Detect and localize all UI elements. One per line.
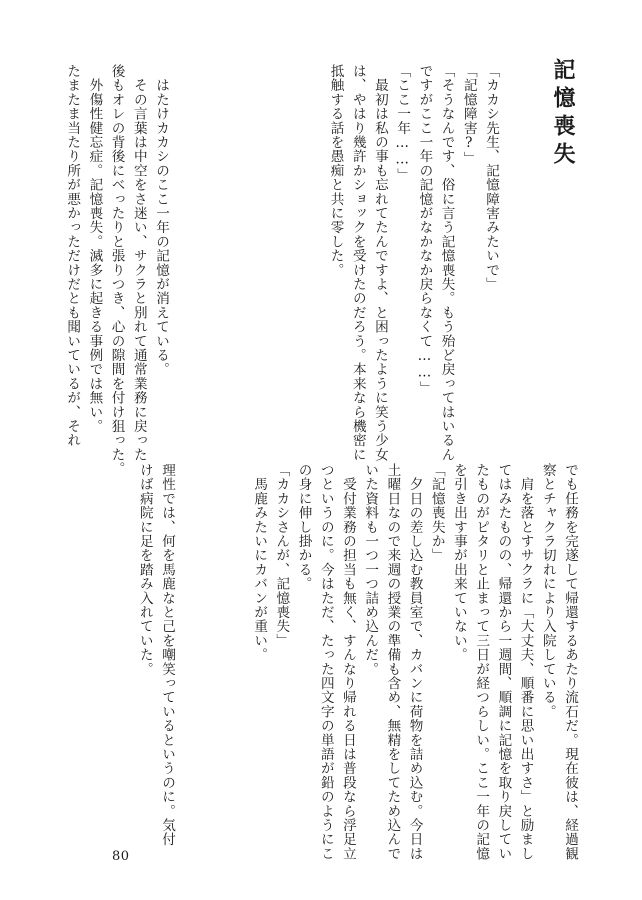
text-line: でも任務を完遂して帰還するあたり流石だ。現在彼は、経過観: [562, 463, 578, 861]
text-block-top-right: [324, 64, 502, 462]
text-line: 馬鹿みたいにカバンが重い。: [251, 463, 268, 662]
text-line: は、やはり幾許かショックを受けたのだろう。本来なら機密に: [349, 64, 366, 462]
text-line: 「そうなんです、俗に言う記憶喪失。もう殆ど戻ってはいるん: [438, 64, 455, 462]
text-line: 肩を落とすサクラに「大丈夫、順番に思い出すさ」と励まし: [517, 463, 534, 861]
text-line: 「記憶障害?」: [460, 64, 477, 166]
text-line: 察とチャクラ切れにより入院している。: [539, 463, 556, 719]
text-line: いた資料も一つ一つ詰め込んだ。: [362, 463, 379, 676]
text-line: 「カカシ先生、記憶障害みたいで」: [483, 64, 499, 292]
text-line: 「ここ一年……」: [394, 64, 411, 183]
text-line: 最初は私の事も忘れてたんですよ、と困ったように笑う少女: [371, 64, 388, 462]
chapter-title: 記憶喪失: [550, 58, 576, 170]
text-line: を引き出す事が出来ていない。: [450, 463, 467, 662]
text-line: 「カカシさんが、記憶喪失」: [273, 463, 290, 648]
text-line: 夕日の差し込む教員室で、カバンに荷物を詰め込む。今日は: [406, 463, 423, 861]
text-line: はたけカカシのここ一年の記憶が消えている。: [153, 64, 169, 377]
text-line: けば病院に足を踏み入れていた。: [136, 463, 153, 676]
text-line: 理性では、何を馬鹿なと己を嘲笑っているというのに。気付: [159, 463, 175, 847]
text-line: 受付業務の担当も無く、すんなり帰れる日は普段なら浮足立: [339, 463, 356, 861]
text-block-top-left: [61, 64, 172, 476]
text-line: その言葉は中空をさ迷い、サクラと別れて通常業務に戻った: [130, 64, 147, 462]
text-line: の身に伸し掛かる。: [295, 463, 312, 591]
text-line: たまたま当たり所が悪かっただけだとも聞いているが、それ: [64, 64, 81, 448]
text-line: ですがここ一年の記憶がなかなか戻らなくて……」: [416, 64, 433, 396]
text-line: 後もオレの背後にべったりと張りつき、心の隙間を付け狙った。: [108, 64, 125, 476]
text-line: 「記憶喪失か」: [428, 463, 445, 563]
text-block-bottom-right: [248, 463, 581, 861]
text-line: 抵触する話を愚痴と共に零した。: [327, 64, 344, 277]
text-line: たものがピタリと止まって三日が経つらしい。ここ一年の記憶: [473, 463, 490, 861]
text-block-bottom-left: [134, 463, 178, 846]
text-line: 外傷性健忘症。記憶喪失。滅多に起きる事例では無い。: [86, 64, 103, 434]
text-line: つというのに。今はただ、たった四文字の単語が鉛のようにこ: [317, 463, 334, 861]
text-line: 土曜日なので来週の授業の準備も含め、無精をしてため込んで: [384, 463, 401, 861]
page-number: 80: [112, 849, 130, 864]
text-line: てはみたものの、帰還から一週間、順調に記憶を取り戻してい: [495, 463, 512, 861]
